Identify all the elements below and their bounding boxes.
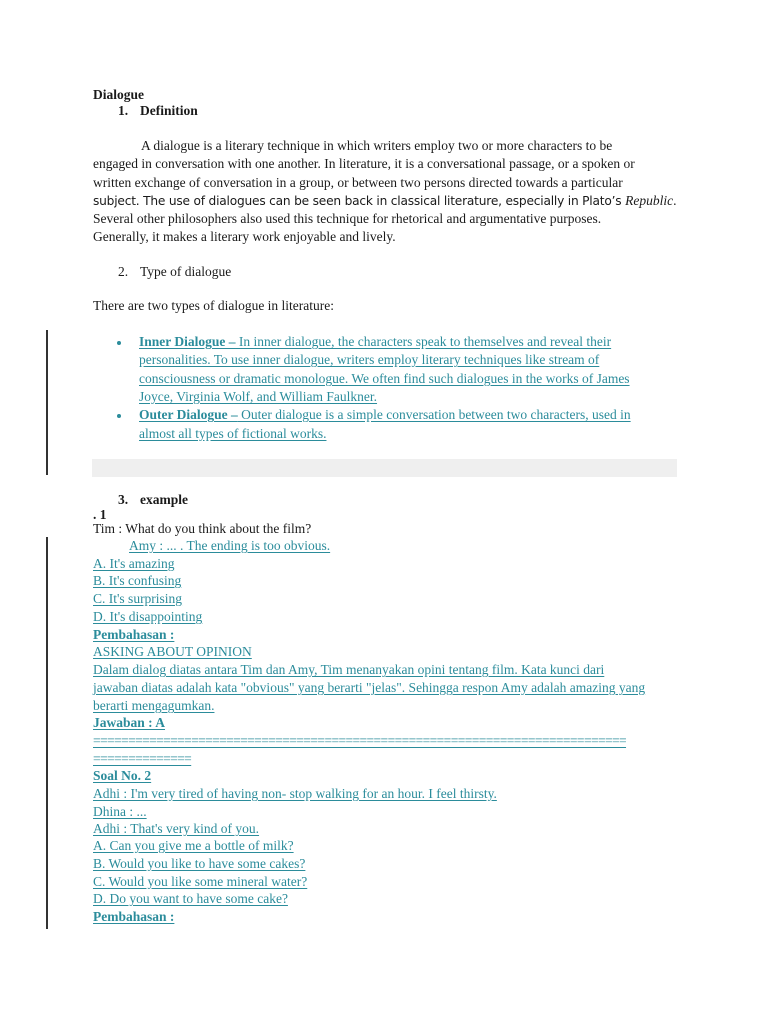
change-bar-examples (46, 537, 48, 929)
example-2-option-b: B. Would you like to have some cakes? (93, 856, 306, 871)
example-1-option-d: D. It's disappointing (93, 609, 203, 624)
example-1-topic: ASKING ABOUT OPINION (93, 644, 252, 659)
bullet-icon (117, 341, 121, 345)
inner-dialogue-line-2: personalities. To use inner dialogue, writers employ literary techniques like stream of (139, 352, 600, 367)
section-2-title: Type of dialogue (140, 264, 232, 279)
inner-dialogue-line-4: Joyce, Virginia Wolf, and William Faulkner. (139, 389, 378, 404)
example-1-explain-line-2: jawaban diatas adalah kata "obvious" yang berarti "jelas". Sehingga respon Amy adalah amazing yang (93, 680, 646, 695)
example-1-option-b: B. It's confusing (93, 573, 182, 588)
types-intro: There are two types of dialogue in literature: (93, 298, 335, 313)
section-1-number: 1. (118, 103, 129, 118)
example-1-explain-line-1: Dalam dialog diatas antara Tim dan Amy, Tim menanyakan opini tentang film. Kata kunci dari (93, 662, 605, 677)
example-2-option-a: A. Can you give me a bottle of milk? (93, 838, 294, 853)
republic-title: Republic (625, 193, 674, 208)
definition-line-4-period: . (673, 193, 677, 208)
example-1-number: . 1 (93, 507, 107, 522)
bullet-icon (117, 414, 121, 418)
inner-dialogue-line-3: consciousness or dramatic monologue. We often find such dialogues in the works of James (139, 371, 630, 386)
example-1-explain-line-3: berarti mengagumkan. (93, 698, 215, 713)
separator-line-2: ============== (93, 751, 192, 766)
example-2-line-2: Dhina : ... (93, 804, 147, 819)
example-1-option-c: C. It's surprising (93, 591, 183, 606)
example-2-label: Soal No. 2 (93, 768, 152, 783)
example-1-answer: Jawaban : A (93, 715, 166, 730)
outer-dialogue-line-1 (139, 407, 631, 423)
inner-dialogue-term: Inner Dialogue – (139, 334, 236, 349)
example-1-option-a: A. It's amazing (93, 556, 175, 571)
definition-line-4-text: subject. The use of dialogues can be seen back in classical literature, especially in Plato’s (93, 194, 626, 208)
example-1-tim-line: Tim : What do you think about the film? (93, 521, 312, 536)
highlight-strip (92, 459, 677, 477)
example-2-option-d: D. Do you want to have some cake? (93, 891, 288, 906)
example-2-line-3: Adhi : That's very kind of you. (93, 821, 260, 836)
definition-line-6: Generally, it makes a literary work enjoyable and lively. (93, 229, 396, 244)
section-3-number: 3. (118, 492, 129, 507)
outer-dialogue-text: Outer dialogue is a simple conversation between two characters, used in (237, 407, 631, 422)
example-1-amy-line: Amy : ... . The ending is too obvious. (129, 538, 331, 553)
definition-line-3: written exchange of conversation in a group, or between two persons directed towards a particular (93, 175, 623, 190)
example-2-line-1: Adhi : I'm very tired of having non- stop walking for an hour. I feel thirsty. (93, 786, 497, 801)
example-2-pembahasan-label: Pembahasan : (93, 909, 175, 924)
section-2-number: 2. (118, 264, 129, 279)
definition-line-2: engaged in conversation with one another. In literature, it is a conversational passage, or a spoken or (93, 156, 635, 171)
change-bar-types (46, 330, 48, 475)
definition-line-4 (93, 193, 676, 209)
example-1-pembahasan-label: Pembahasan : (93, 627, 175, 642)
definition-line-1: A dialogue is a literary technique in which writers employ two or more characters to be (141, 138, 613, 153)
document-heading: Dialogue (93, 87, 145, 102)
outer-dialogue-term: Outer Dialogue – (139, 407, 238, 422)
inner-dialogue-line-1 (139, 334, 611, 350)
outer-dialogue-line-2: almost all types of fictional works. (139, 426, 327, 441)
section-3-title: example (140, 492, 188, 507)
separator-line-1: ============================================================================ (93, 733, 627, 748)
example-2-option-c: C. Would you like some mineral water? (93, 874, 308, 889)
inner-dialogue-text: In inner dialogue, the characters speak to themselves and reveal their (235, 334, 612, 349)
definition-line-5: Several other philosophers also used this technique for rhetorical and argumentative purposes. (93, 211, 602, 226)
section-1-title: Definition (140, 103, 198, 118)
